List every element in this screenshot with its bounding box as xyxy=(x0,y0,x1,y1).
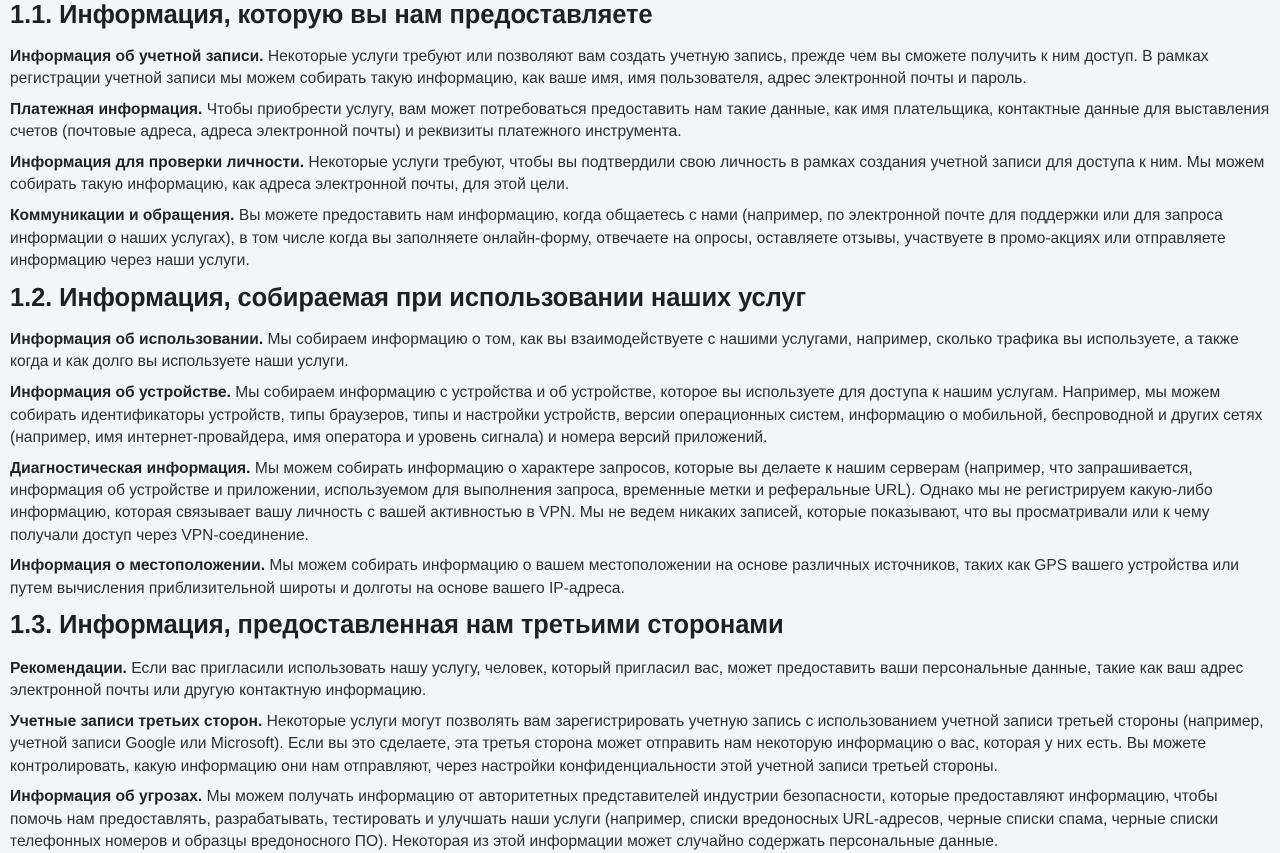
paragraph-term: Информация для проверки личности. xyxy=(10,154,305,172)
paragraph-term: Информация об угрозах. xyxy=(10,788,203,806)
paragraph-text: Мы можем собирать информацию о вашем местоположении на основе различных источников, таких как GPS вашего устройства или путем вычисления приблизительной широты и долготы на основе вашего IP-адреса. xyxy=(10,557,1240,597)
paragraph-communications xyxy=(10,205,1272,272)
paragraph-threat-info xyxy=(10,786,1272,853)
paragraph-text: Мы можем получать информацию от авторитетных представителей индустрии безопасности, которые предоставляют информацию, чтобы помочь нам предоставлять, разрабатывать, тестировать и улучшать наши услуги (например, списки вредоносных URL-адресов, черные списки спама, черные списки телефонных номеров и образцы вредоносного ПО). Некоторая из этой информации может случайно содержать персональные данные. xyxy=(10,788,1219,851)
paragraph-text: Чтобы приобрести услугу, вам может потребоваться предоставить нам такие данные, как имя плательщика, контактные данные для выставления счетов (почтовые адреса, адреса электронной почты) и реквизиты платежного инструмента. xyxy=(10,101,1270,141)
paragraph-term: Диагностическая информация. xyxy=(10,459,251,477)
paragraph-usage xyxy=(10,329,1272,374)
paragraph-term: Информация о местоположении. xyxy=(10,557,266,575)
paragraph-text: Вы можете предоставить нам информацию, когда общаетесь с нами (например, по электронной почте для поддержки или для запроса информации о наших услугах), в том числе когда вы заполняете онлайн-форму, отвечаете на опросы, оставляете отзывы, участвуете в промо-акциях или отправляете информацию через наши услуги. xyxy=(10,207,1226,269)
paragraph-text: Мы можем собирать информацию о характере запросов, которые вы делаете к нашим серверам (например, что запрашивается, информация об устройстве и приложении, используемом для выполнения запроса, временные метки и реферальные URL). Однако мы не регистрируем какую-либо информацию, которая связывает вашу личность с вашей активностью в VPN. Мы не ведем никаких записей, которые показывают, что вы просматривали или к чему получали доступ через VPN-соединение. xyxy=(10,459,1213,544)
section-heading: 1.3. Информация, предоставленная нам третьими сторонами xyxy=(10,610,784,639)
paragraph-term: Рекомендации. xyxy=(10,659,127,677)
section-usage-info xyxy=(10,283,1272,600)
paragraph-device xyxy=(10,382,1272,449)
paragraph-term: Информация об устройстве. xyxy=(10,384,231,402)
privacy-policy-content xyxy=(10,0,1272,853)
paragraph-text: Если вас пригласили использовать нашу услугу, человек, который пригласил вас, может предоставить ваши персональные данные, такие как ваш адрес электронной почты или другую контактную информацию. xyxy=(10,659,1244,700)
paragraph-identity-verification xyxy=(10,152,1272,197)
section-heading: 1.1. Информация, которую вы нам предоставляете xyxy=(10,1,653,29)
section-third-party-info xyxy=(10,610,1272,853)
paragraph-term: Информация об использовании. xyxy=(10,331,264,349)
paragraph-text: Некоторые услуги требуют, чтобы вы подтвердили свою личность в рамках создания учетной записи для доступа к ним. Мы можем собирать такую информацию, как адреса электронной почты, для этой цели. xyxy=(10,154,1265,194)
paragraph-location xyxy=(10,555,1272,600)
paragraph-term: Учетные записи третьих сторон. xyxy=(10,713,263,731)
paragraph-account-info xyxy=(10,46,1272,91)
paragraph-text: Мы собираем информацию с устройства и об устройстве, которое вы используете для доступа к нашим услугам. Например, мы можем собирать идентификаторы устройств, типы браузеров, типы и настройки устройств, версии операционных систем, информацию о мобильной, беспроводной и других сетях (например, имя интернет-провайдера, имя оператора и уровень сигнала) и номера версий приложений. xyxy=(10,384,1263,446)
paragraph-payment-info xyxy=(10,99,1272,144)
paragraph-text: Некоторые услуги требуют или позволяют вам создать учетную запись, прежде чем вы сможете получить к ним доступ. В рамках регистрации учетной записи мы можем собирать такую информацию, как ваше имя, имя пользователя, адрес электронной почты и пароль. xyxy=(10,48,1209,88)
paragraph-term: Информация об учетной записи. xyxy=(10,48,264,65)
paragraph-referrals xyxy=(10,658,1272,703)
paragraph-term: Платежная информация. xyxy=(10,101,203,119)
section-heading: 1.2. Информация, собираемая при использовании наших услуг xyxy=(10,284,806,313)
paragraph-term: Коммуникации и обращения. xyxy=(10,207,235,225)
section-provided-info xyxy=(10,0,1272,272)
paragraph-diagnostics xyxy=(10,458,1272,547)
paragraph-text: Мы собираем информацию о том, как вы взаимодействуете с нашими услугами, например, сколько трафика вы используете, а также когда и как долго вы используете наши услуги. xyxy=(10,331,1239,371)
paragraph-text: Некоторые услуги могут позволять вам зарегистрировать учетную запись с использованием учетной записи третьей стороны (например, учетной записи Google или Microsoft). Если вы это сделаете, эта третья сторона может отправить нам некоторую информацию о вас, которая у них есть. Вы можете контролировать, какую информацию они нам отправляют, через настройки конфиденциальности этой учетной записи третьей стороны. xyxy=(10,713,1264,775)
paragraph-third-party-accounts xyxy=(10,711,1272,778)
